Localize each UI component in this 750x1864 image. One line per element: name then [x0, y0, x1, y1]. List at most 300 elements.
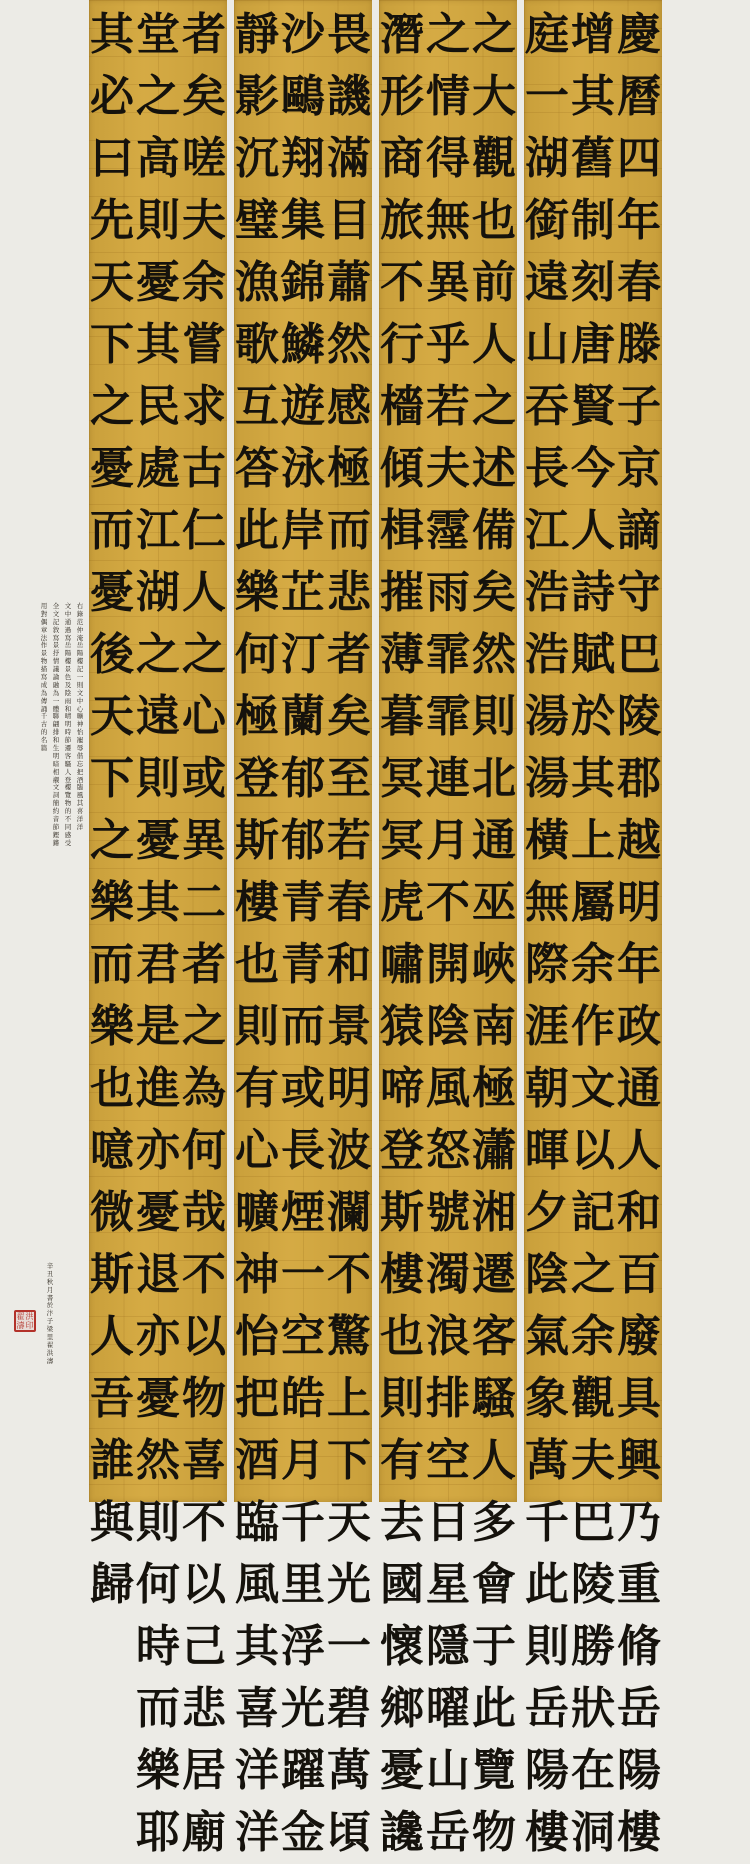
glyph: 一 — [281, 1249, 325, 1300]
glyph: 以 — [182, 1311, 226, 1362]
glyph: 居 — [182, 1745, 226, 1796]
glyph: 賢 — [571, 381, 615, 432]
inscription-glyph: 翩 — [52, 720, 60, 729]
glyph: 南 — [472, 1001, 516, 1052]
glyph: 憂 — [380, 1745, 424, 1796]
glyph: 喜 — [235, 1683, 279, 1734]
glyph: 何 — [136, 1559, 180, 1610]
inscription-glyph: 的 — [40, 728, 48, 737]
glyph: 摧 — [380, 567, 424, 618]
inscription-glyph: 客 — [64, 751, 72, 760]
glyph: 無 — [525, 877, 569, 928]
glyph: 噫 — [90, 1125, 134, 1176]
glyph: 神 — [235, 1249, 279, 1300]
glyph: 樂 — [136, 1745, 180, 1796]
glyph: 連 — [426, 753, 470, 804]
glyph: 至 — [327, 753, 371, 804]
glyph: 上 — [327, 1373, 371, 1424]
glyph: 夫 — [182, 195, 226, 246]
glyph: 浮 — [281, 1621, 325, 1672]
glyph: 峽 — [472, 939, 516, 990]
glyph: 之 — [90, 381, 134, 432]
glyph: 情 — [426, 71, 470, 122]
inscription-glyph: 體 — [52, 704, 60, 713]
glyph: 春 — [617, 257, 661, 308]
glyph: 懷 — [380, 1621, 424, 1672]
glyph: 和 — [327, 939, 371, 990]
glyph: 斯 — [235, 815, 279, 866]
glyph: 旅 — [380, 195, 424, 246]
signature-glyph: 丑 — [46, 1269, 54, 1278]
glyph: 此 — [235, 505, 279, 556]
glyph: 陵 — [617, 691, 661, 742]
glyph: 春 — [327, 877, 371, 928]
glyph: 里 — [281, 1559, 325, 1610]
glyph: 亦 — [136, 1311, 180, 1362]
glyph: 多 — [472, 1497, 516, 1548]
glyph: 際 — [525, 939, 569, 990]
inscription-glyph: 相 — [52, 767, 60, 776]
glyph: 備 — [472, 505, 516, 556]
glyph: 客 — [472, 1311, 516, 1362]
inscription-glyph: 范 — [76, 617, 84, 626]
glyph: 岸 — [281, 505, 325, 556]
inscription-glyph: 把 — [76, 767, 84, 776]
glyph: 廢 — [617, 1311, 661, 1362]
glyph: 夫 — [571, 1435, 615, 1486]
signature-glyph: 秋 — [46, 1277, 54, 1286]
glyph: 遠 — [525, 257, 569, 308]
glyph: 賦 — [571, 629, 615, 680]
glyph: 矣 — [182, 71, 226, 122]
glyph: 作 — [571, 1001, 615, 1052]
inscription-glyph: 通 — [64, 617, 72, 626]
inscription-glyph: 中 — [64, 609, 72, 618]
glyph: 行 — [380, 319, 424, 370]
glyph: 登 — [235, 753, 279, 804]
inscription-glyph: 物 — [64, 799, 72, 808]
glyph: 天 — [90, 257, 134, 308]
glyph: 則 — [136, 1497, 180, 1548]
inscription-glyph: 文 — [52, 609, 60, 618]
glyph: 湯 — [525, 753, 569, 804]
text-column-6 — [371, 4, 433, 1858]
glyph: 其 — [571, 71, 615, 122]
inscription — [10, 602, 88, 1292]
glyph: 而 — [327, 505, 371, 556]
glyph: 與 — [90, 1497, 134, 1548]
glyph: 政 — [617, 1001, 661, 1052]
glyph: 驚 — [327, 1311, 371, 1362]
glyph: 人 — [472, 319, 516, 370]
glyph: 之 — [472, 381, 516, 432]
glyph: 去 — [380, 1497, 424, 1548]
glyph: 朝 — [525, 1063, 569, 1114]
glyph: 陰 — [525, 1249, 569, 1300]
glyph: 頃 — [327, 1807, 371, 1858]
glyph: 不 — [327, 1249, 371, 1300]
glyph: 萬 — [525, 1435, 569, 1486]
glyph: 矣 — [472, 567, 516, 618]
glyph: 勝 — [571, 1621, 615, 1672]
inscription-glyph: 論 — [52, 673, 60, 682]
glyph: 鷗 — [281, 71, 325, 122]
glyph: 汀 — [281, 629, 325, 680]
inscription-glyph: 不 — [64, 815, 72, 824]
glyph: 躍 — [281, 1745, 325, 1796]
inscription-glyph: 寫 — [64, 633, 72, 642]
glyph: 郁 — [281, 753, 325, 804]
inscription-glyph: 曠 — [76, 712, 84, 721]
glyph: 陽 — [617, 1745, 661, 1796]
glyph: 必 — [90, 71, 134, 122]
glyph: 微 — [90, 1187, 134, 1238]
inscription-glyph: 融 — [52, 680, 60, 689]
glyph: 亦 — [136, 1125, 180, 1176]
glyph: 臨 — [235, 1497, 279, 1548]
glyph: 此 — [472, 1683, 516, 1734]
glyph: 上 — [571, 815, 615, 866]
inscription-glyph: 為 — [40, 688, 48, 697]
glyph: 時 — [136, 1621, 180, 1672]
inscription-glyph: 明 — [52, 751, 60, 760]
glyph: 月 — [281, 1435, 325, 1486]
glyph: 堂 — [136, 9, 180, 60]
glyph: 湯 — [525, 691, 569, 742]
glyph: 己 — [182, 1621, 226, 1672]
inscription-glyph: 遷 — [64, 744, 72, 753]
glyph: 吾 — [90, 1373, 134, 1424]
inscription-glyph: 對 — [40, 609, 48, 618]
inscription-glyph: 寵 — [76, 736, 84, 745]
glyph: 啼 — [380, 1063, 424, 1114]
inscription-glyph: 則 — [76, 680, 84, 689]
glyph: 舊 — [571, 133, 615, 184]
inscription-glyph: 陽 — [76, 649, 84, 658]
glyph: 人 — [90, 1311, 134, 1362]
glyph: 廟 — [182, 1807, 226, 1858]
glyph: 郁 — [281, 815, 325, 866]
glyph: 夫 — [426, 443, 470, 494]
glyph: 陰 — [426, 1001, 470, 1052]
signature-glyph: 月 — [46, 1285, 54, 1294]
glyph: 不 — [380, 257, 424, 308]
glyph: 雨 — [426, 567, 470, 618]
inscription-column-1 — [76, 602, 84, 1242]
inscription-glyph: 描 — [40, 665, 48, 674]
glyph: 大 — [472, 71, 516, 122]
glyph: 金 — [281, 1807, 325, 1858]
glyph: 遷 — [472, 1249, 516, 1300]
inscription-glyph: 景 — [40, 649, 48, 658]
inscription-glyph: 淹 — [76, 633, 84, 642]
inscription-glyph: 情 — [52, 657, 60, 666]
inscription-glyph: 右 — [76, 602, 84, 610]
glyph: 人 — [472, 1435, 516, 1486]
glyph: 然 — [472, 629, 516, 680]
glyph: 感 — [327, 381, 371, 432]
glyph: 者 — [182, 939, 226, 990]
inscription-glyph: 同 — [64, 822, 72, 831]
glyph: 一 — [327, 1621, 371, 1672]
glyph: 冥 — [380, 815, 424, 866]
glyph: 青 — [281, 877, 325, 928]
seal-glyph: 印 — [25, 1321, 34, 1330]
glyph: 象 — [525, 1373, 569, 1424]
glyph: 沙 — [281, 9, 325, 60]
glyph: 是 — [136, 1001, 180, 1052]
glyph: 觀 — [472, 133, 516, 184]
signature-glyph: 子 — [46, 1317, 54, 1326]
glyph: 興 — [617, 1435, 661, 1486]
glyph: 銜 — [525, 195, 569, 246]
glyph: 慶 — [617, 9, 661, 60]
glyph: 極 — [472, 1063, 516, 1114]
inscription-glyph: 敘 — [52, 625, 60, 634]
red-seal-stamp — [14, 1310, 36, 1332]
seal-glyph: 濤 — [16, 1321, 25, 1330]
glyph: 鄉 — [380, 1683, 424, 1734]
glyph: 薄 — [380, 629, 424, 680]
seal-glyph: 洪 — [25, 1312, 34, 1321]
glyph: 檣 — [380, 381, 424, 432]
glyph: 憂 — [90, 567, 134, 618]
inscription-glyph: 用 — [40, 602, 48, 610]
glyph: 唐 — [571, 319, 615, 370]
glyph: 何 — [182, 1125, 226, 1176]
signature-glyph: 汴 — [46, 1309, 54, 1318]
glyph: 樓 — [617, 1807, 661, 1858]
inscription-glyph: 風 — [76, 791, 84, 800]
glyph: 青 — [281, 939, 325, 990]
glyph: 山 — [525, 319, 569, 370]
glyph: 山 — [426, 1745, 470, 1796]
glyph: 何 — [235, 629, 279, 680]
glyph: 蕭 — [327, 257, 371, 308]
glyph: 物 — [472, 1807, 516, 1858]
inscription-glyph: 抒 — [52, 649, 60, 658]
inscription-glyph: 生 — [52, 744, 60, 753]
glyph: 樂 — [90, 877, 134, 928]
glyph: 漁 — [235, 257, 279, 308]
glyph: 觀 — [571, 1373, 615, 1424]
glyph: 樓 — [380, 1249, 424, 1300]
inscription-glyph: 洋 — [76, 815, 84, 824]
inscription-glyph: 怡 — [76, 728, 84, 737]
inscription-glyph: 洋 — [76, 822, 84, 831]
glyph: 曠 — [235, 1187, 279, 1238]
glyph: 而 — [90, 939, 134, 990]
inscription-glyph: 和 — [64, 704, 72, 713]
glyph: 之 — [472, 9, 516, 60]
glyph: 遊 — [281, 381, 325, 432]
seal-glyph: 翟 — [16, 1312, 25, 1321]
inscription-glyph: 偕 — [76, 751, 84, 760]
inscription-glyph: 約 — [52, 807, 60, 816]
glyph: 具 — [617, 1373, 661, 1424]
glyph: 謫 — [617, 505, 661, 556]
glyph: 下 — [327, 1435, 371, 1486]
inscription-glyph: 詞 — [52, 791, 60, 800]
glyph: 靜 — [235, 9, 279, 60]
glyph: 重 — [617, 1559, 661, 1610]
glyph: 下 — [90, 319, 134, 370]
inscription-glyph: 岳 — [76, 641, 84, 650]
glyph: 心 — [235, 1125, 279, 1176]
glyph: 之 — [182, 629, 226, 680]
glyph: 天 — [90, 691, 134, 742]
glyph: 騷 — [472, 1373, 516, 1424]
glyph: 處 — [136, 443, 180, 494]
inscription-glyph: 臨 — [76, 783, 84, 792]
glyph: 通 — [472, 815, 516, 866]
inscription-glyph: 感 — [64, 830, 72, 839]
glyph: 江 — [136, 505, 180, 556]
glyph: 在 — [571, 1745, 615, 1796]
glyph: 庭 — [525, 9, 569, 60]
glyph: 陵 — [571, 1559, 615, 1610]
inscription-glyph: 其 — [76, 799, 84, 808]
glyph: 矣 — [327, 691, 371, 742]
glyph: 芷 — [281, 567, 325, 618]
glyph: 二 — [182, 877, 226, 928]
glyph: 百 — [617, 1249, 661, 1300]
inscription-glyph: 誦 — [40, 704, 48, 713]
glyph: 述 — [472, 443, 516, 494]
inscription-glyph: 及 — [64, 680, 72, 689]
glyph: 橫 — [525, 815, 569, 866]
glyph: 沉 — [235, 133, 279, 184]
glyph: 暮 — [380, 691, 424, 742]
glyph: 樓 — [525, 1807, 569, 1858]
glyph: 悲 — [182, 1683, 226, 1734]
glyph: 濁 — [426, 1249, 470, 1300]
glyph: 憂 — [136, 257, 180, 308]
inscription-glyph: 晴 — [64, 712, 72, 721]
inscription-glyph: 時 — [64, 728, 72, 737]
glyph: 碧 — [327, 1683, 371, 1734]
glyph: 斯 — [90, 1249, 134, 1300]
inscription-glyph: 議 — [52, 665, 60, 674]
inscription-glyph: 陽 — [64, 649, 72, 658]
glyph: 若 — [426, 381, 470, 432]
glyph: 涯 — [525, 1001, 569, 1052]
glyph: 極 — [235, 691, 279, 742]
inscription-glyph: 聯 — [52, 712, 60, 721]
signature-glyph: 濤 — [46, 1356, 54, 1365]
inscription-column-3 — [52, 602, 60, 1242]
inscription-glyph: 名 — [40, 736, 48, 745]
inscription-glyph: 登 — [64, 775, 72, 784]
glyph: 風 — [426, 1063, 470, 1114]
glyph: 仁 — [182, 505, 226, 556]
glyph: 則 — [380, 1373, 424, 1424]
inscription-glyph: 覽 — [64, 791, 72, 800]
glyph: 而 — [90, 505, 134, 556]
glyph: 嗟 — [182, 133, 226, 184]
glyph: 之 — [136, 71, 180, 122]
inscription-glyph: 傳 — [40, 696, 48, 705]
inscription-glyph: 神 — [76, 720, 84, 729]
glyph: 把 — [235, 1373, 279, 1424]
glyph: 悲 — [327, 567, 371, 618]
glyph: 浩 — [525, 567, 569, 618]
glyph: 之 — [90, 815, 134, 866]
glyph: 脩 — [617, 1621, 661, 1672]
glyph: 浩 — [525, 629, 569, 680]
glyph: 譏 — [327, 71, 371, 122]
glyph: 氣 — [525, 1311, 569, 1362]
glyph: 滕 — [617, 319, 661, 370]
inscription-glyph: 明 — [64, 720, 72, 729]
glyph: 吞 — [525, 381, 569, 432]
glyph: 樓 — [235, 877, 279, 928]
glyph: 古 — [182, 443, 226, 494]
glyph: 嘯 — [380, 939, 424, 990]
glyph: 楫 — [380, 505, 424, 556]
glyph: 號 — [426, 1187, 470, 1238]
glyph: 之 — [571, 1249, 615, 1300]
inscription-column-4 — [40, 602, 48, 1242]
inscription-glyph: 樓 — [64, 783, 72, 792]
glyph: 會 — [472, 1559, 516, 1610]
glyph: 樂 — [235, 567, 279, 618]
glyph: 余 — [182, 257, 226, 308]
glyph: 高 — [136, 133, 180, 184]
glyph: 無 — [426, 195, 470, 246]
glyph: 傾 — [380, 443, 424, 494]
glyph: 者 — [327, 629, 371, 680]
glyph: 空 — [281, 1311, 325, 1362]
glyph: 嘗 — [182, 319, 226, 370]
inscription-glyph: 襯 — [52, 775, 60, 784]
inscription-glyph: 騷 — [64, 759, 72, 768]
glyph: 影 — [235, 71, 279, 122]
glyph: 則 — [136, 195, 180, 246]
glyph: 不 — [426, 877, 470, 928]
glyph: 京 — [617, 443, 661, 494]
glyph: 則 — [472, 691, 516, 742]
glyph: 皓 — [281, 1373, 325, 1424]
glyph: 洞 — [571, 1807, 615, 1858]
inscription-glyph: 文 — [52, 783, 60, 792]
glyph: 其 — [90, 9, 134, 60]
glyph: 其 — [571, 753, 615, 804]
glyph: 乎 — [426, 319, 470, 370]
glyph: 也 — [380, 1311, 424, 1362]
signature-glyph: 梁 — [46, 1325, 54, 1334]
glyph: 耶 — [136, 1807, 180, 1858]
glyph: 異 — [182, 815, 226, 866]
glyph: 霪 — [426, 505, 470, 556]
glyph: 瀾 — [327, 1187, 371, 1238]
glyph: 憂 — [136, 1187, 180, 1238]
glyph: 江 — [525, 505, 569, 556]
glyph: 越 — [617, 815, 661, 866]
glyph: 國 — [380, 1559, 424, 1610]
glyph: 得 — [426, 133, 470, 184]
glyph: 答 — [235, 443, 279, 494]
glyph: 物 — [182, 1373, 226, 1424]
signature-glyph: 翟 — [46, 1340, 54, 1349]
glyph: 憂 — [136, 815, 180, 866]
glyph: 潛 — [380, 9, 424, 60]
glyph: 前 — [472, 257, 516, 308]
inscription-glyph: 記 — [76, 665, 84, 674]
inscription-glyph: 樓 — [64, 657, 72, 666]
inscription-glyph: 鏘 — [52, 838, 60, 847]
glyph: 記 — [571, 1187, 615, 1238]
